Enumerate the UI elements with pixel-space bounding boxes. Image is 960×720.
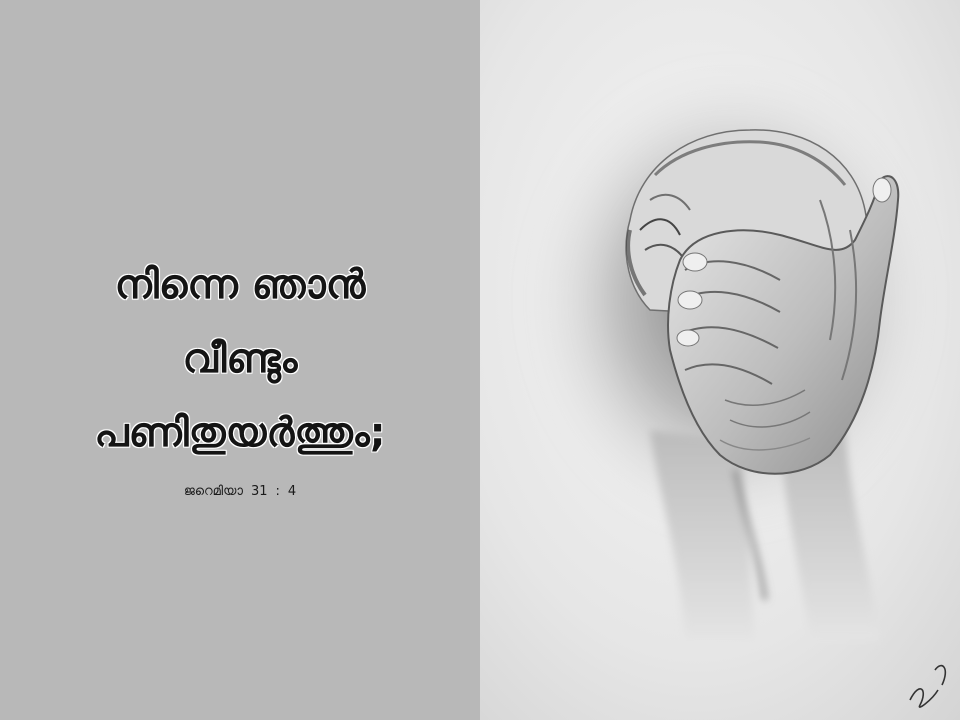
verse-line-1: നിന്നെ ഞാൻ	[114, 262, 366, 308]
reference-verse: 4	[287, 484, 297, 499]
verse-reference	[0, 484, 480, 499]
pencil-drawing	[480, 0, 960, 720]
reference-chapter: 31	[250, 484, 268, 499]
verse-text	[0, 248, 480, 470]
reference-separator: :	[275, 484, 280, 499]
verse-line-3: പണിതുയർത്തും;	[94, 410, 386, 456]
reference-book: ജറെമിയാ	[183, 484, 243, 499]
verse-line-2: വീണ്ടും	[182, 336, 298, 382]
